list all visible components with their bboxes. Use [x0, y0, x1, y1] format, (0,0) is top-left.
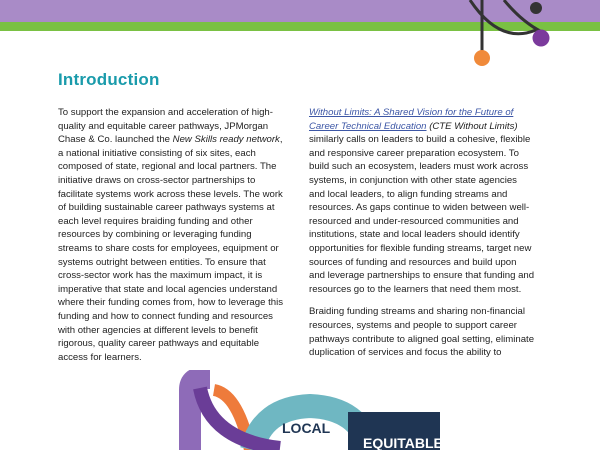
cte-without-limits-link[interactable]: Without Limits: A Shared Vision for the Future of Career Technical Education: [309, 107, 514, 132]
right-text-a: similarly calls on leaders to build a cohesive, flexible and responsive career preparation ecosystem. To build such an ecosystem, leaders must work across systems, in conjunction with other state agencies and local leaders, to align funding streams and resources. As gaps continue to widen between well-resourced and under-resourced communities and institutions, state and local leaders should identify opportunities for flexible funding streams, target new sources of funding and resources and build upon and leverage partnerships to ensure that funding and resources go to the learners that need them most.: [309, 134, 535, 295]
cte-short-name: (CTE Without Limits): [429, 120, 518, 132]
network-graphic: [440, 0, 600, 80]
orange-node: [474, 50, 490, 66]
local-label: LOCAL: [282, 420, 331, 436]
dark-node: [530, 2, 542, 14]
left-paragraph: [58, 106, 284, 364]
purple-node: [533, 30, 550, 47]
pathways-diagram: [170, 370, 470, 450]
section-title: Introduction: [58, 70, 160, 89]
left-text-a: To support the expansion and acceleration of high-quality and equitable career pathways, JPMorgan Chase & Co. launched the: [58, 107, 273, 146]
left-column: [58, 106, 284, 364]
network-name: New Skills ready network: [172, 134, 280, 146]
left-text-b: , a national initiative consisting of six sites, each composed of state, regional and local partners. The initiative draws on cross-sector partnerships to facilitate systems work across these levels. The work of building sustainable career pathways systems at each level requires braiding funding and other resources by combining or leveraging funding streams to share costs for employees, equipment or systems outright between entities. To ensure that cross-sector work has the maximum impact, it is imperative that state and local agencies understand where their funding comes from, how to leverage this funding and how to connect funding and resources with other agencies at different levels to benefit rigorous, quality career pathways and equitable access for learners.: [58, 134, 284, 363]
right-column: [309, 106, 535, 360]
right-paragraph-1: [309, 106, 535, 296]
equitable-label: EQUITABLE: [363, 435, 443, 450]
right-paragraph-2: Braiding funding streams and sharing non-financial resources, systems and people to support career pathways contribute to aligned goal setting, eliminate duplication of services and focus the ability to: [309, 306, 535, 359]
